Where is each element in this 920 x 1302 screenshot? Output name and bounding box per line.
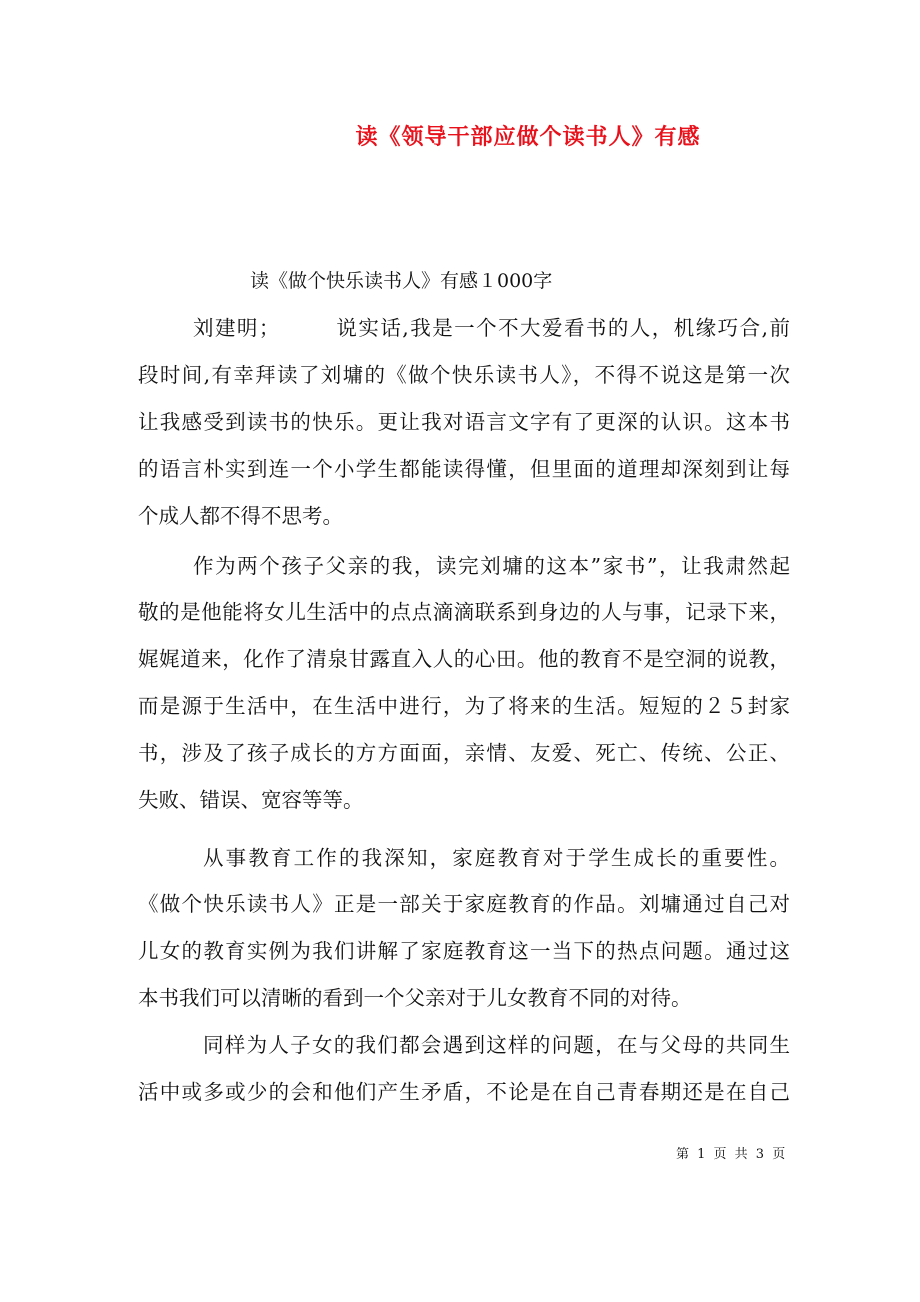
- text-line: 娓娓道来，化作了清泉甘露直入人的心田。他的教育不是空洞的说教，: [138, 647, 790, 671]
- text-line: 失败、错误、宽容等等。: [138, 788, 364, 812]
- text-line: 《做个快乐读书人》正是一部关于家庭教育的作品。刘墉通过自己对: [138, 892, 790, 916]
- text-line: 段时间,有幸拜读了刘墉的《做个快乐读书人》，不得不说这是第一次: [138, 363, 790, 387]
- text-line: 从事教育工作的我深知，家庭教育对于学生成长的重要性。: [203, 846, 790, 870]
- text-line: 的语言朴实到连一个小学生都能读得懂，但里面的道理却深刻到让每: [138, 457, 790, 481]
- text-line: 刘建明； 说实话,我是一个不大爱看书的人，机缘巧合,前: [193, 316, 790, 340]
- text-line: 敬的是他能将女儿生活中的点点滴滴联系到身边的人与事，记录下来，: [138, 600, 790, 624]
- text-line: 作为两个孩子父亲的我，读完刘墉的这本”家书”，让我肃然起: [193, 554, 790, 578]
- text-line: 本书我们可以清晰的看到一个父亲对于儿女教育不同的对待。: [138, 986, 692, 1010]
- text-line: 让我感受到读书的快乐。更让我对语言文字有了更深的认识。这本书: [138, 410, 790, 434]
- article-subtitle: 读《做个快乐读书人》有感１000字: [250, 270, 553, 292]
- text-line: 活中或多或少的会和他们产生矛盾，不论是在自己青春期还是在自己: [138, 1080, 790, 1104]
- text-line: 儿女的教育实例为我们讲解了家庭教育这一当下的热点问题。通过这: [138, 939, 790, 963]
- text-line: 同样为人子女的我们都会遇到这样的问题，在与父母的共同生: [203, 1033, 790, 1057]
- page-number: 第 1 页 共 3 页: [676, 1147, 788, 1162]
- document-title: 读《领导干部应做个读书人》有感: [355, 124, 701, 150]
- text-line: 个成人都不得不思考。: [138, 504, 343, 528]
- text-line: 而是源于生活中，在生活中进行，为了将来的生活。短短的２５封家: [138, 694, 790, 718]
- text-line: 书，涉及了孩子成长的方方面面，亲情、友爱、死亡、传统、公正、: [138, 741, 790, 765]
